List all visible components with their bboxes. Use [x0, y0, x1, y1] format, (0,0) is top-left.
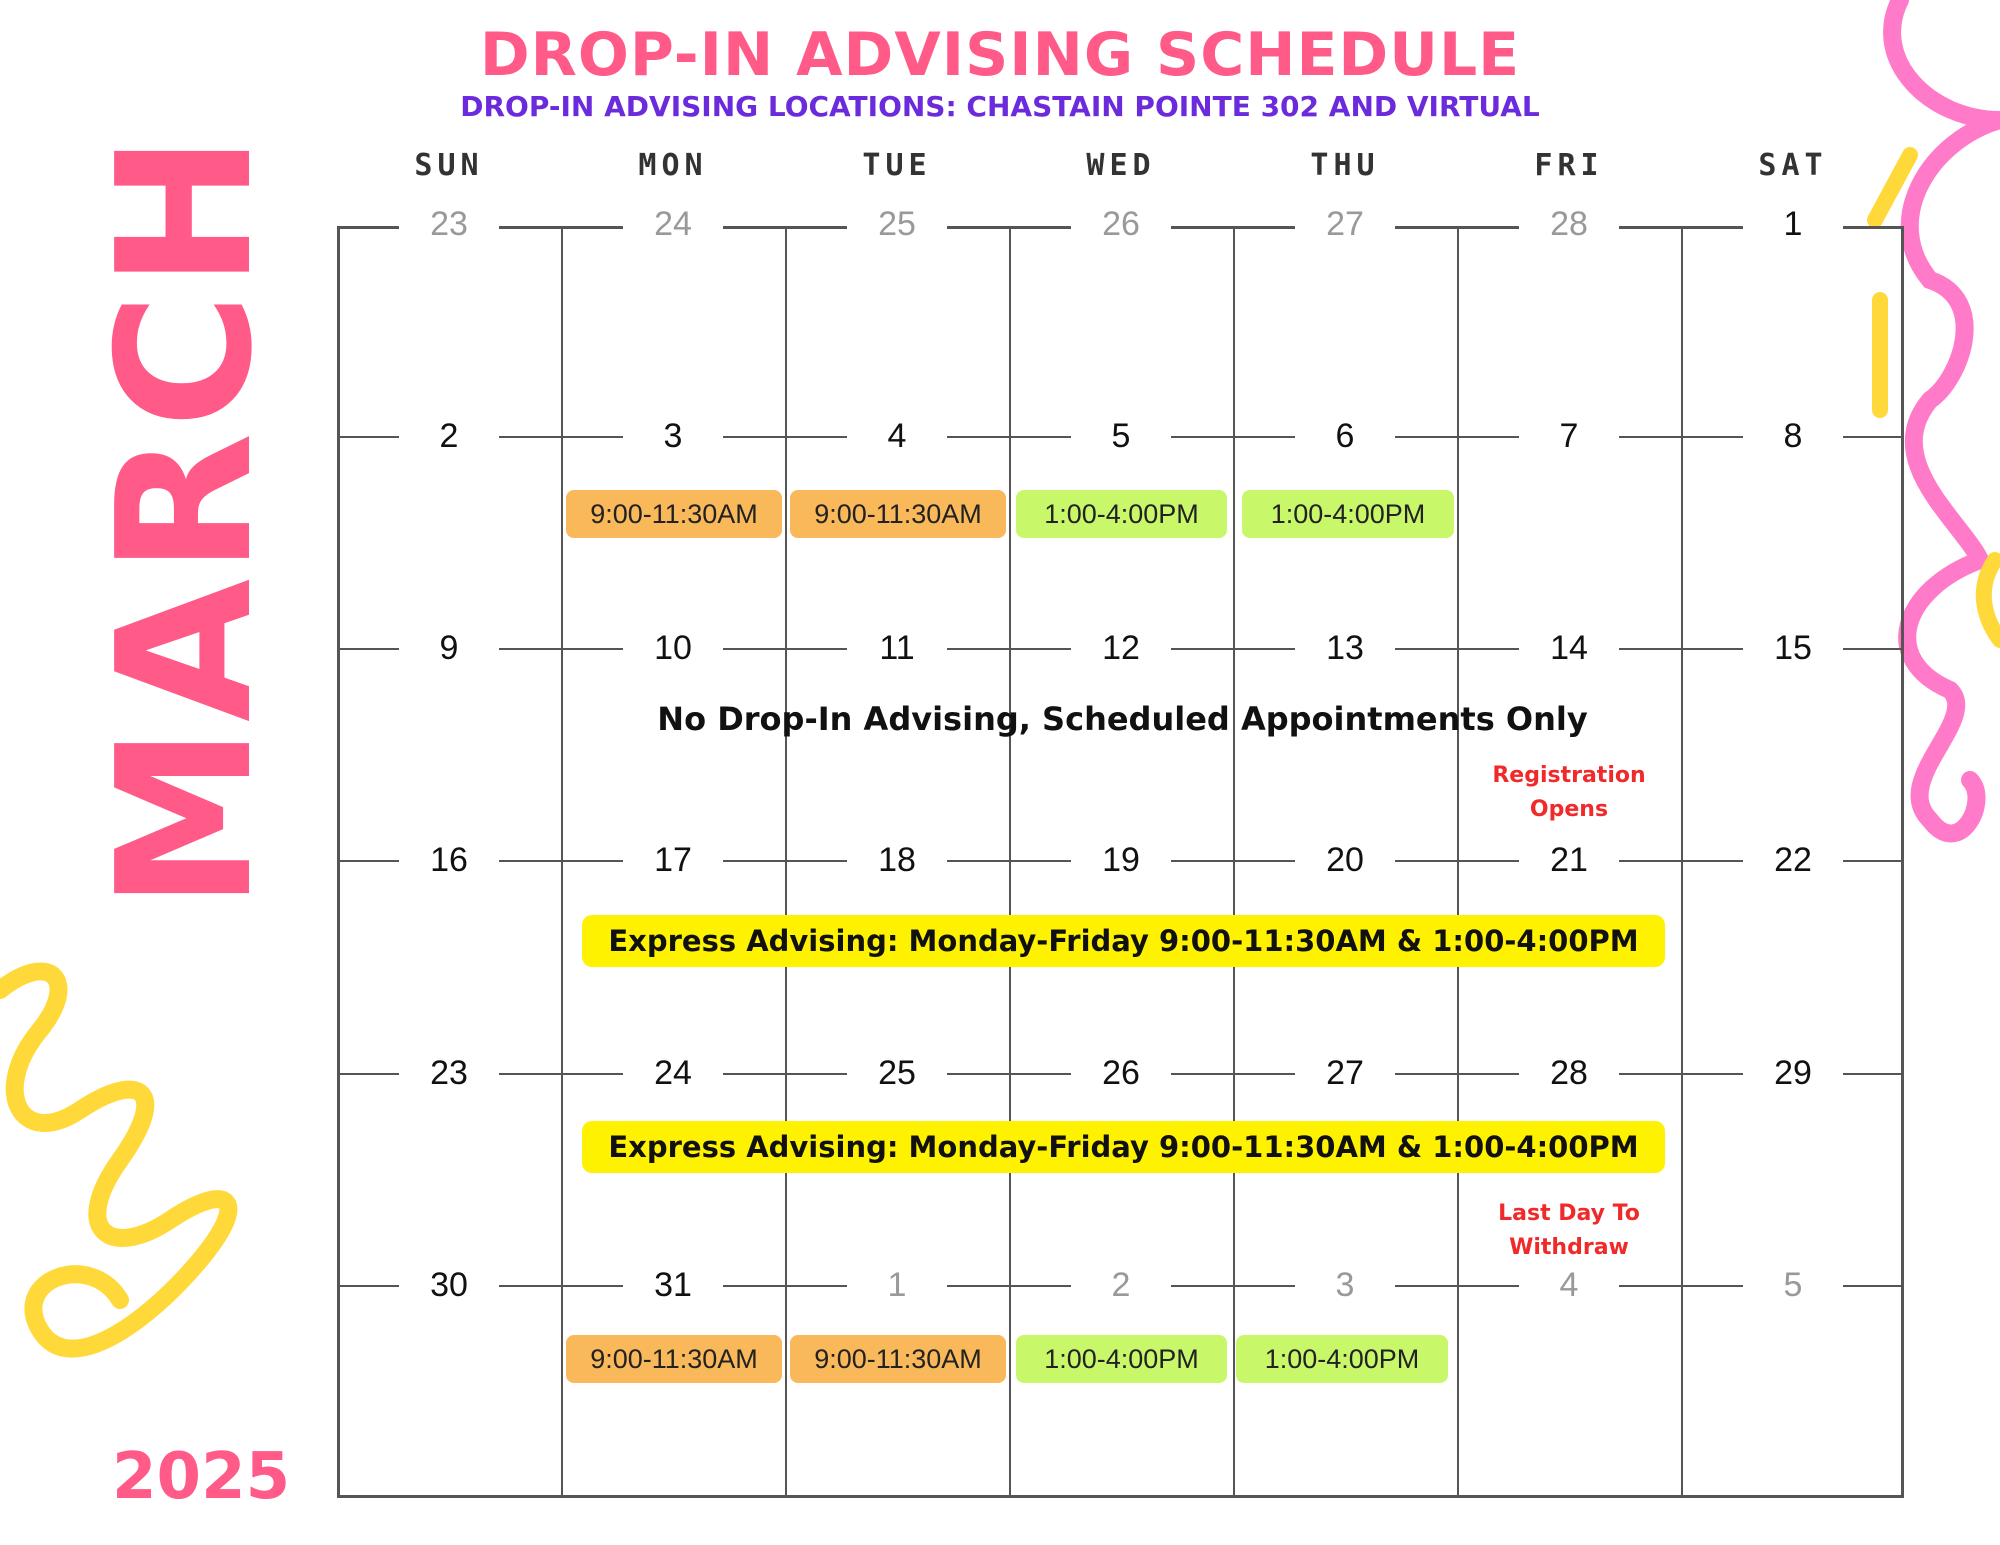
- year-label: 2025: [112, 1440, 291, 1514]
- day-number: 17: [623, 840, 723, 880]
- day-number: 6: [1295, 416, 1395, 456]
- day-number: 4: [847, 416, 947, 456]
- day-number: 25: [847, 204, 947, 244]
- day-number: 2: [1071, 1265, 1171, 1305]
- note-line: Withdraw: [1509, 1235, 1629, 1260]
- day-number: 21: [1519, 840, 1619, 880]
- morning-slot-badge: 9:00-11:30AM: [790, 490, 1006, 538]
- day-number: 9: [399, 628, 499, 668]
- grid-column-divider: [1457, 226, 1459, 1498]
- day-number: 24: [623, 1053, 723, 1093]
- day-number: 1: [847, 1265, 947, 1305]
- express-advising-banner: Express Advising: Monday-Friday 9:00-11:30AM & 1:00-4:00PM: [582, 915, 1665, 967]
- day-number: 28: [1519, 204, 1619, 244]
- pink-squiggle-decoration: [1892, 0, 2000, 833]
- last-day-to-withdraw-note: [1459, 1197, 1679, 1265]
- day-number: 28: [1519, 1053, 1619, 1093]
- weekday-tue: TUE: [862, 148, 932, 183]
- day-number: 23: [399, 1053, 499, 1093]
- day-number: 26: [1071, 204, 1171, 244]
- afternoon-slot-badge: 1:00-4:00PM: [1236, 1335, 1448, 1383]
- afternoon-slot-badge: 1:00-4:00PM: [1016, 490, 1227, 538]
- day-number: 19: [1071, 840, 1171, 880]
- grid-column-divider: [1681, 226, 1683, 1498]
- note-line: Registration: [1492, 763, 1646, 788]
- day-number: 20: [1295, 840, 1395, 880]
- day-number: 18: [847, 840, 947, 880]
- month-label: MARCH: [77, 129, 293, 911]
- afternoon-slot-badge: 1:00-4:00PM: [1016, 1335, 1227, 1383]
- day-number: 29: [1743, 1053, 1843, 1093]
- day-number: 22: [1743, 840, 1843, 880]
- afternoon-slot-badge: 1:00-4:00PM: [1242, 490, 1454, 538]
- weekday-sat: SAT: [1758, 148, 1828, 183]
- morning-slot-badge: 9:00-11:30AM: [566, 1335, 782, 1383]
- day-number: 14: [1519, 628, 1619, 668]
- no-drop-in-notice: No Drop-In Advising, Scheduled Appointments Only: [657, 700, 1588, 738]
- note-line: Last Day To: [1498, 1201, 1640, 1226]
- weekday-thu: THU: [1310, 148, 1380, 183]
- day-number: 25: [847, 1053, 947, 1093]
- yellow-spiral-decoration: [0, 971, 228, 1348]
- grid-column-divider: [561, 226, 563, 1498]
- weekday-sun: SUN: [414, 148, 484, 183]
- weekday-fri: FRI: [1534, 148, 1604, 183]
- page-subtitle: DROP-IN ADVISING LOCATIONS: CHASTAIN POINTE 302 AND VIRTUAL: [460, 90, 1540, 123]
- day-number: 13: [1295, 628, 1395, 668]
- day-number: 5: [1743, 1265, 1843, 1305]
- day-number: 7: [1519, 416, 1619, 456]
- day-number: 1: [1743, 204, 1843, 244]
- registration-opens-note: [1459, 759, 1679, 827]
- day-number: 30: [399, 1265, 499, 1305]
- weekday-mon: MON: [638, 148, 708, 183]
- day-number: 4: [1519, 1265, 1619, 1305]
- day-number: 11: [847, 628, 947, 668]
- day-number: 8: [1743, 416, 1843, 456]
- grid-column-divider: [785, 226, 787, 1498]
- weekday-wed: WED: [1086, 148, 1156, 183]
- morning-slot-badge: 9:00-11:30AM: [790, 1335, 1006, 1383]
- day-number: 16: [399, 840, 499, 880]
- day-number: 31: [623, 1265, 723, 1305]
- day-number: 23: [399, 204, 499, 244]
- morning-slot-badge: 9:00-11:30AM: [566, 490, 782, 538]
- day-number: 27: [1295, 1053, 1395, 1093]
- day-number: 3: [623, 416, 723, 456]
- day-number: 12: [1071, 628, 1171, 668]
- day-number: 2: [399, 416, 499, 456]
- day-number: 3: [1295, 1265, 1395, 1305]
- express-advising-banner: Express Advising: Monday-Friday 9:00-11:30AM & 1:00-4:00PM: [582, 1121, 1665, 1173]
- day-number: 26: [1071, 1053, 1171, 1093]
- yellow-dash-decoration-3: [1984, 560, 2000, 640]
- day-number: 15: [1743, 628, 1843, 668]
- grid-column-divider: [1009, 226, 1011, 1498]
- note-line: Opens: [1529, 797, 1609, 822]
- page-title: DROP-IN ADVISING SCHEDULE: [479, 20, 1521, 90]
- day-number: 10: [623, 628, 723, 668]
- day-number: 27: [1295, 204, 1395, 244]
- grid-column-divider: [1233, 226, 1235, 1498]
- day-number: 24: [623, 204, 723, 244]
- day-number: 5: [1071, 416, 1171, 456]
